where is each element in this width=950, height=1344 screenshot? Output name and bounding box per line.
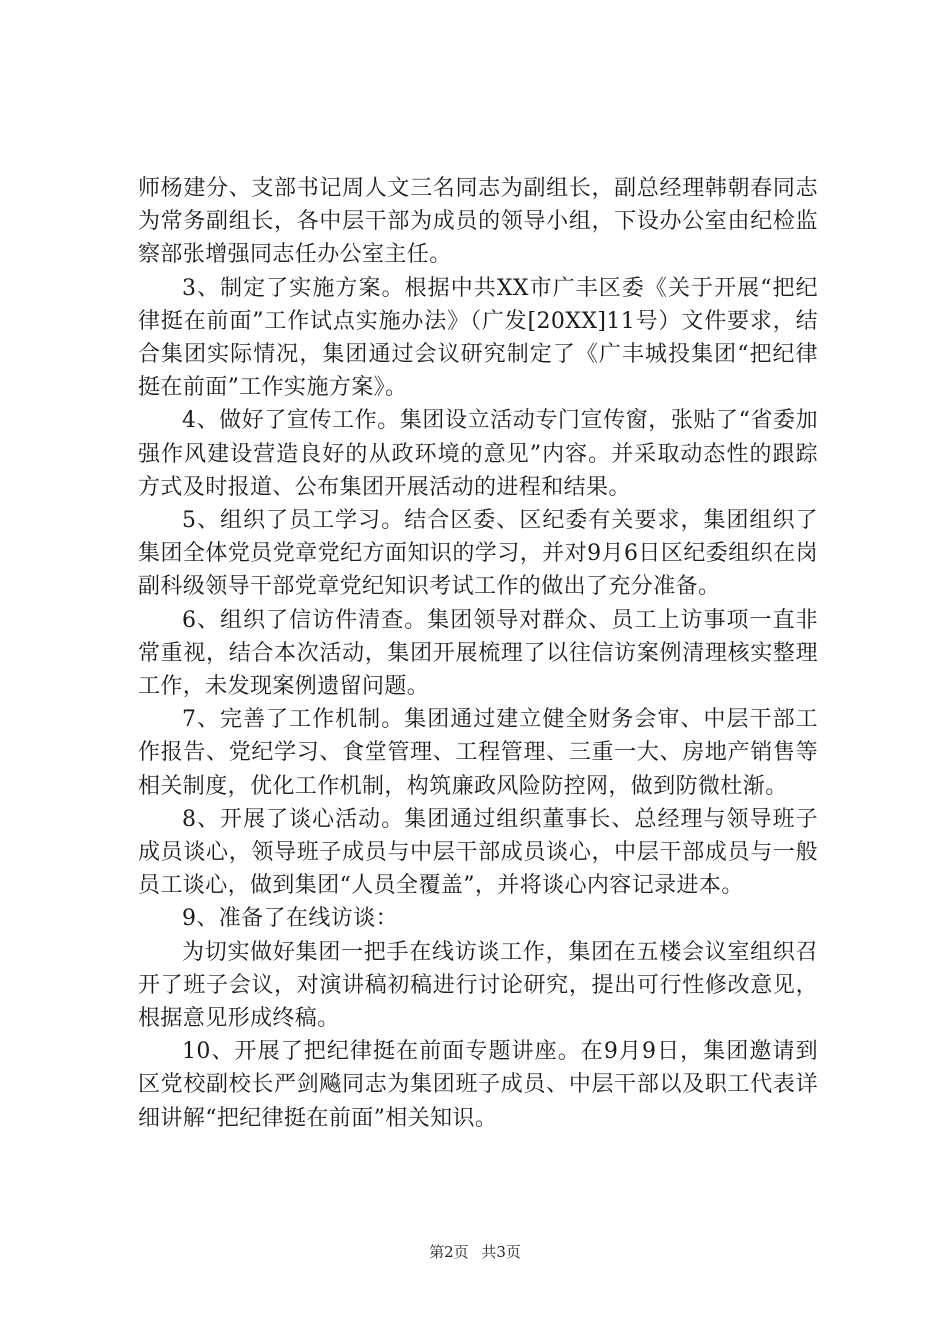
page-footer <box>0 1242 950 1262</box>
paragraph-continuation: 师杨建分、支部书记周人文三名同志为副组长，副总经理韩朝春同志为常务副组长，各中层干部为成员的领导小组，下设办公室由纪检监察部张增强同志任办公室主任。 <box>138 176 818 268</box>
paragraph-item-4: 4、做好了宣传工作。集团设立活动专门宣传窗，张贴了“省委加强作风建设营造良好的从政环境的意见”内容。并采取动态性的跟踪方式及时报道、公布集团开展活动的进程和结果。 <box>138 408 818 500</box>
paragraph-item-7: 7、完善了工作机制。集团通过建立健全财务会审、中层干部工作报告、党纪学习、食堂管理、工程管理、三重一大、房地产销售等相关制度，优化工作机制，构筑廉政风险防控网，做到防微杜渐。 <box>138 707 818 799</box>
page-number: 第2页 <box>429 1243 469 1261</box>
paragraph-item-8: 8、开展了谈心活动。集团通过组织董事长、总经理与领导班子成员谈心，领导班子成员与中层干部成员谈心，中层干部成员与一般员工谈心，做到集团“人员全覆盖”，并将谈心内容记录进本。 <box>138 806 818 899</box>
paragraph-item-6: 6、组织了信访件清查。集团领导对群众、员工上访事项一直非常重视，结合本次活动，集团开展梳理了以往信访案例清理核实整理工作，未发现案例遗留问题。 <box>138 607 818 700</box>
paragraph-item-5: 5、组织了员工学习。结合区委、区纪委有关要求，集团组织了集团全体党员党章党纪方面知识的学习，并对9月6日区纪委组织在岗副科级领导干部党章党纪知识考试工作的做出了充分准备。 <box>138 508 818 600</box>
paragraph-item-9-heading: 9、准备了在线访谈： <box>182 906 398 932</box>
paragraph-item-10: 10、开展了把纪律挺在前面专题讲座。在9月9日，集团邀请到区党校副校长严剑飚同志为集团班子成员、中层干部以及职工代表详细讲解“把纪律挺在前面”相关知识。 <box>138 1039 818 1131</box>
document-body <box>138 172 818 1135</box>
paragraph-item-9-body: 为切实做好集团一把手在线访谈工作，集团在五楼会议室组织召开了班子会议，对演讲稿初稿进行讨论研究，提出可行性修改意见，根据意见形成终稿。 <box>138 939 818 1032</box>
paragraph-item-3: 3、制定了实施方案。根据中共XX市广丰区委《关于开展“把纪律挺在前面”工作试点实施办法》（广发[20XX]11号）文件要求，结合集团实际情况，集团通过会议研究制定了《广丰城投集团“把纪律挺在前面”工作实施方案》。 <box>138 275 818 401</box>
page-total: 共3页 <box>481 1243 521 1261</box>
